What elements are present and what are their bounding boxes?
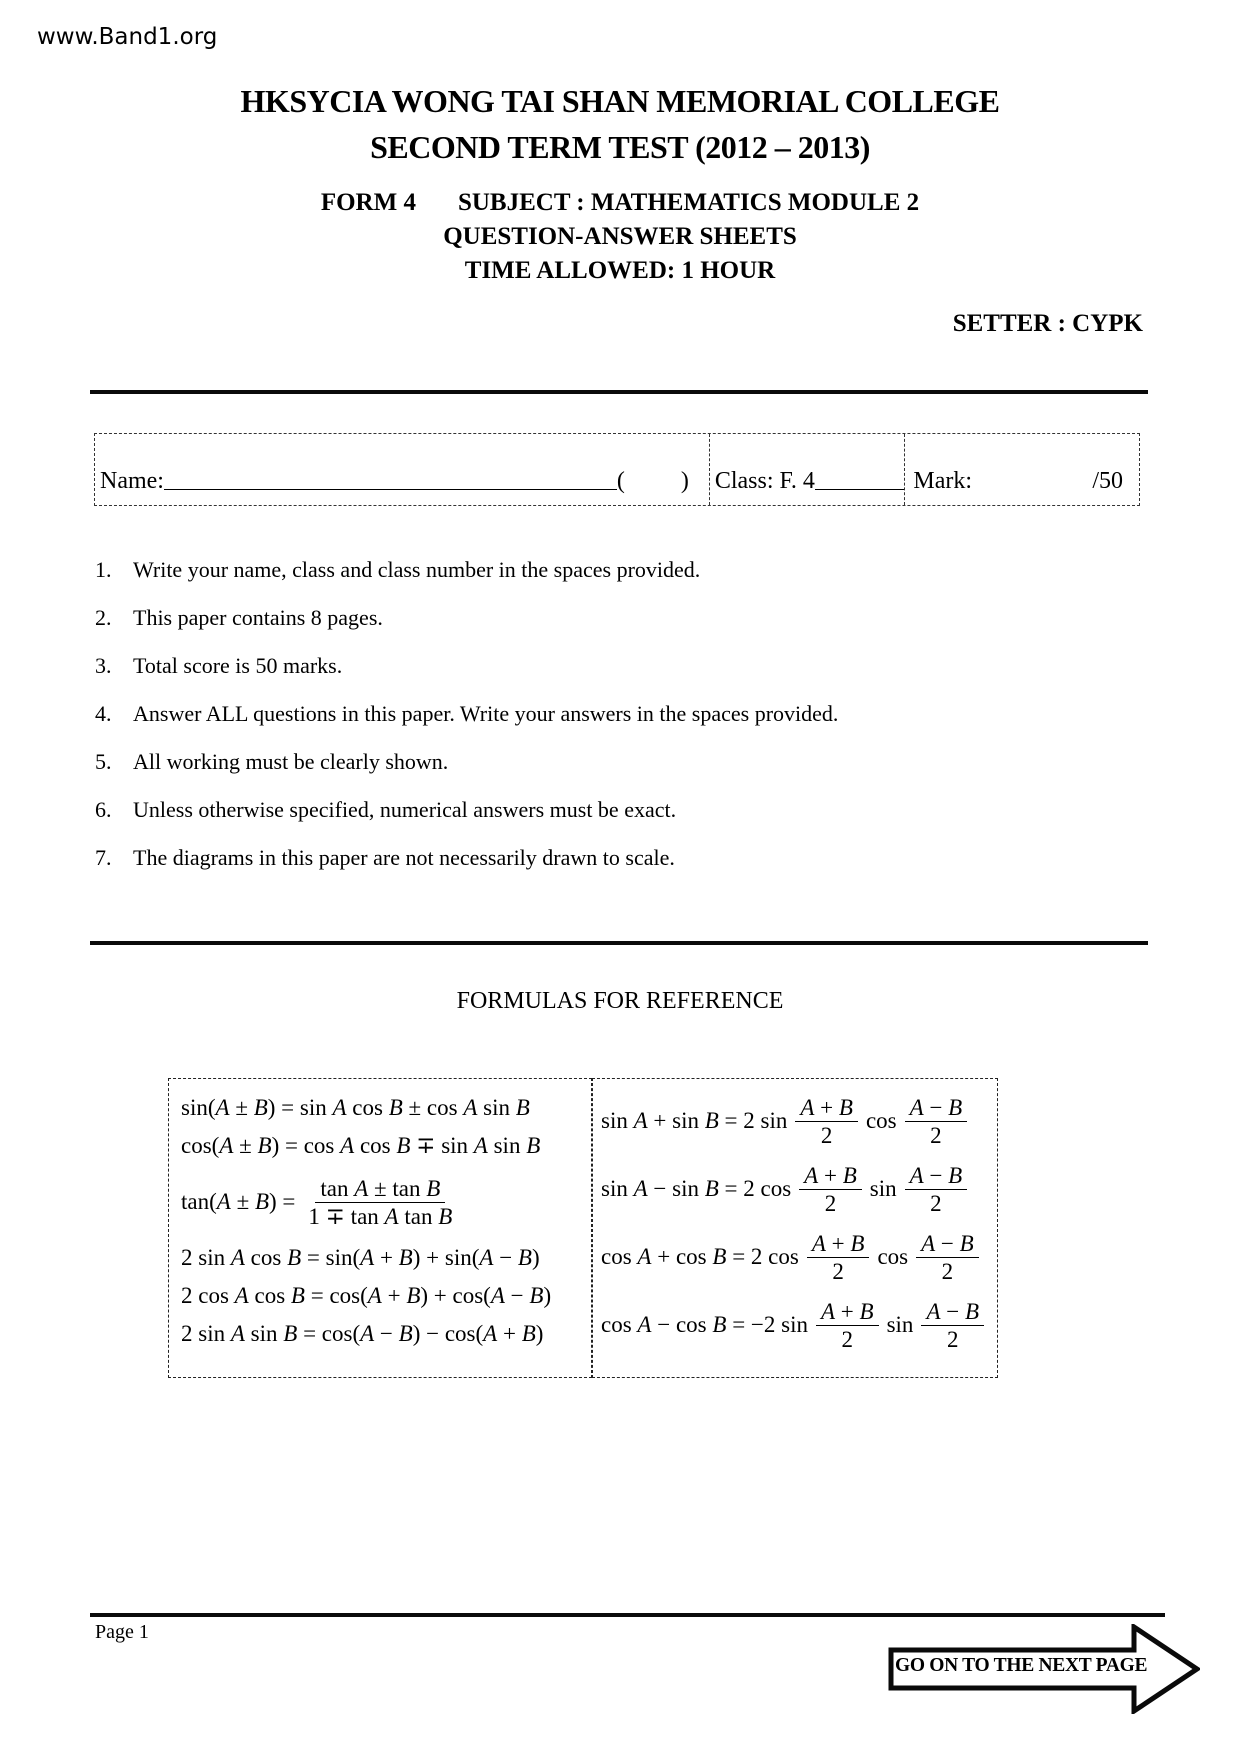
formula-line bbox=[181, 1277, 591, 1315]
class-number-paren-open: ( bbox=[616, 468, 625, 494]
page-number: Page 1 bbox=[95, 1621, 149, 1643]
instructions-list bbox=[95, 556, 1115, 892]
sheet-type: QUESTION-ANSWER SHEETS bbox=[443, 223, 797, 250]
class-number-paren-close: ) bbox=[680, 468, 689, 494]
instruction-number: 3. bbox=[95, 653, 112, 678]
fraction-denominator: 2 bbox=[930, 1122, 942, 1148]
formula-text: cos A + cos B = 2 cos bbox=[601, 1244, 799, 1269]
form-subject-line bbox=[0, 186, 1240, 220]
instruction-item bbox=[95, 556, 1115, 584]
formula-line bbox=[181, 1239, 591, 1277]
formula-text: cos(A ± B) = cos A cos B ∓ sin A sin B bbox=[181, 1133, 541, 1158]
instruction-text: All working must be clearly shown. bbox=[133, 749, 449, 774]
section-rule bbox=[90, 941, 1148, 945]
fraction-numerator: A + B bbox=[816, 1298, 879, 1326]
fraction bbox=[795, 1094, 858, 1149]
class-label: Class: F. 4 bbox=[714, 468, 815, 494]
instruction-number: 7. bbox=[95, 845, 112, 870]
formula-line bbox=[601, 1223, 997, 1291]
fraction bbox=[807, 1230, 870, 1285]
footer-rule bbox=[90, 1613, 1165, 1617]
formula-text: cos A − cos B = −2 sin bbox=[601, 1312, 808, 1337]
title-block bbox=[0, 78, 1240, 170]
instruction-item bbox=[95, 700, 1115, 728]
formula-box-left bbox=[168, 1078, 592, 1378]
fraction-denominator: 2 bbox=[946, 1326, 959, 1352]
formula-text: 2 sin A cos B = sin(A + B) + sin(A − B) bbox=[181, 1245, 540, 1270]
class-blank-field[interactable] bbox=[815, 489, 905, 490]
instruction-text: Total score is 50 marks. bbox=[133, 653, 343, 678]
formula-text: sin bbox=[886, 1312, 914, 1337]
fraction bbox=[799, 1162, 862, 1217]
formula-line bbox=[181, 1089, 591, 1127]
subject-block bbox=[0, 186, 1240, 288]
formula-line bbox=[181, 1127, 591, 1165]
fraction bbox=[816, 1298, 879, 1353]
fraction-numerator: A − B bbox=[905, 1162, 968, 1190]
fraction-denominator: 1 ∓ tan A tan B bbox=[308, 1203, 453, 1229]
formula-line bbox=[601, 1291, 997, 1359]
formula-line bbox=[601, 1155, 997, 1223]
instruction-number: 6. bbox=[95, 797, 112, 822]
fraction-numerator: A + B bbox=[795, 1094, 858, 1122]
fraction-denominator: 2 bbox=[930, 1190, 942, 1216]
instruction-item bbox=[95, 796, 1115, 824]
formula-text: cos bbox=[877, 1244, 909, 1269]
formulas-title: FORMULAS FOR REFERENCE bbox=[456, 988, 784, 1014]
formula-line bbox=[181, 1315, 591, 1353]
formula-text: 2 cos A cos B = cos(A + B) + cos(A − B) bbox=[181, 1283, 552, 1308]
mark-total: /50 bbox=[1092, 468, 1123, 494]
class-cell bbox=[709, 434, 905, 505]
fraction-denominator: 2 bbox=[824, 1190, 837, 1216]
setter-label: SETTER : CYPK bbox=[952, 310, 1143, 337]
candidate-info-box bbox=[94, 433, 1140, 506]
name-blank-field[interactable] bbox=[164, 489, 617, 490]
instruction-text: Unless otherwise specified, numerical answers must be exact. bbox=[133, 797, 677, 822]
instruction-item bbox=[95, 748, 1115, 776]
instruction-text: The diagrams in this paper are not necessarily drawn to scale. bbox=[133, 845, 675, 870]
mark-cell bbox=[904, 434, 1139, 505]
fraction bbox=[905, 1094, 968, 1149]
fraction-numerator: A + B bbox=[807, 1230, 870, 1258]
name-cell bbox=[95, 434, 709, 505]
instruction-text: Write your name, class and class number in the spaces provided. bbox=[133, 557, 701, 582]
fraction-numerator: A − B bbox=[916, 1230, 979, 1258]
formula-box-right bbox=[592, 1078, 998, 1378]
next-page-label: GO ON TO THE NEXT PAGE bbox=[895, 1655, 1148, 1676]
instruction-text: This paper contains 8 pages. bbox=[133, 605, 383, 630]
fraction-numerator: A − B bbox=[905, 1094, 968, 1122]
instruction-item bbox=[95, 844, 1115, 872]
fraction bbox=[905, 1162, 968, 1217]
header-rule bbox=[90, 390, 1148, 394]
fraction-denominator: 2 bbox=[841, 1326, 854, 1352]
form-label: FORM 4 bbox=[320, 189, 416, 216]
instruction-number: 1. bbox=[95, 557, 112, 582]
formula-text: tan(A ± B) = bbox=[181, 1189, 296, 1214]
formula-line bbox=[601, 1087, 997, 1155]
fraction bbox=[916, 1230, 979, 1285]
next-page-arrow bbox=[888, 1624, 1200, 1714]
instruction-number: 2. bbox=[95, 605, 112, 630]
name-label: Name: bbox=[100, 468, 164, 494]
instruction-text: Answer ALL questions in this paper. Write your answers in the spaces provided. bbox=[133, 701, 839, 726]
instruction-number: 5. bbox=[95, 749, 112, 774]
formula-text: sin A − sin B = 2 cos bbox=[601, 1176, 792, 1201]
formula-text: sin(A ± B) = sin A cos B ± cos A sin B bbox=[181, 1095, 530, 1120]
fraction-denominator: 2 bbox=[820, 1122, 833, 1148]
time-allowed: TIME ALLOWED: 1 HOUR bbox=[464, 257, 776, 284]
fraction bbox=[921, 1298, 984, 1353]
formula-line bbox=[181, 1165, 591, 1239]
fraction-denominator: 2 bbox=[832, 1258, 844, 1284]
formula-text: cos bbox=[865, 1108, 897, 1133]
term-title: SECOND TERM TEST (2012 – 2013) bbox=[370, 129, 870, 165]
fraction-numerator: A + B bbox=[799, 1162, 862, 1190]
instruction-item bbox=[95, 604, 1115, 632]
fraction bbox=[303, 1175, 457, 1230]
instruction-item bbox=[95, 652, 1115, 680]
fraction-numerator: A − B bbox=[921, 1298, 984, 1326]
site-watermark: www.Band1.org bbox=[37, 24, 218, 50]
formula-text: sin bbox=[869, 1176, 897, 1201]
fraction-numerator: tan A ± tan B bbox=[315, 1175, 445, 1203]
formula-text: sin A + sin B = 2 sin bbox=[601, 1108, 788, 1133]
subject-label: SUBJECT : MATHEMATICS MODULE 2 bbox=[457, 189, 920, 216]
instruction-number: 4. bbox=[95, 701, 112, 726]
formula-text: 2 sin A sin B = cos(A − B) − cos(A + B) bbox=[181, 1321, 544, 1346]
fraction-denominator: 2 bbox=[941, 1258, 954, 1284]
school-name: HKSYCIA WONG TAI SHAN MEMORIAL COLLEGE bbox=[240, 83, 1000, 119]
mark-label: Mark: bbox=[913, 468, 973, 494]
